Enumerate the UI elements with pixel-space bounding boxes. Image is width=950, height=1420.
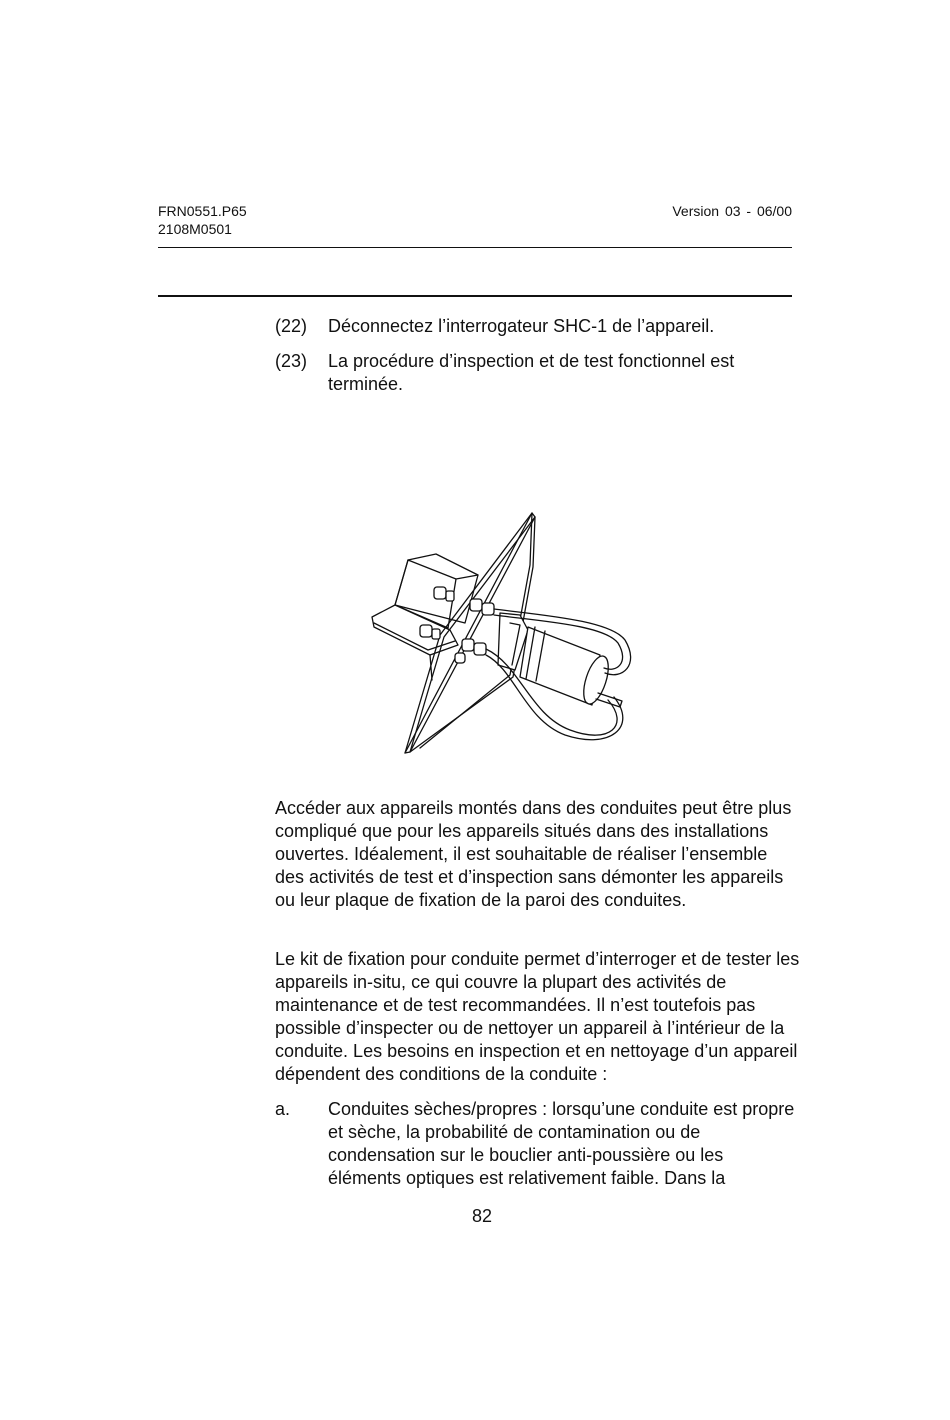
duct-detector-illustration xyxy=(360,505,650,765)
list-text: Conduites sèches/propres : lorsqu’une conduite est propre et sèche, la probabilité de contamination ou de condensation sur le bouclier anti-poussière ou les éléments optiques est relativement faible. Dans la xyxy=(328,1099,795,1188)
paragraph: Accéder aux appareils montés dans des conduites peut être plus compliqué que pour les appareils situés dans des installations ouvertes. Idéalement, il est souhaitable de réaliser l’ensemble des activités de test et d’inspection sans démonter les appareils ou leur plaque de fixation de la paroi des conduites. xyxy=(275,798,792,910)
step-number: (23) xyxy=(275,351,308,371)
section-rule xyxy=(158,295,792,297)
header-version: Version 03 - 06/00 xyxy=(672,203,792,219)
doc-code: 2108M0501 xyxy=(158,221,232,237)
file-name: FRN0551.P65 xyxy=(158,203,247,219)
list-item xyxy=(275,1098,800,1190)
paragraph: Le kit de fixation pour conduite permet d’interroger et de tester les appareils in-situ, ce qui couvre la plupart des activités de maintenance et de test recommandées. Il n’est toutefois pas possible d’inspecter ou de nettoyer un appareil à l’intérieur de la conduite. Les besoins en inspection et en nettoyage d’un appareil dépendent des conditions de la conduite : xyxy=(275,949,800,1084)
header-rule xyxy=(158,247,792,248)
step-text: La procédure d’inspection et de test fonctionnel est terminée. xyxy=(328,351,735,394)
list-label: a. xyxy=(275,1099,291,1119)
detector-body xyxy=(498,613,613,707)
step-text: Déconnectez l’interrogateur SHC-1 de l’appareil. xyxy=(328,316,715,336)
step-item xyxy=(275,350,795,396)
page-number: 82 xyxy=(471,1206,493,1226)
step-number: (22) xyxy=(275,316,308,336)
header-left xyxy=(158,202,247,238)
step-item xyxy=(275,315,795,338)
